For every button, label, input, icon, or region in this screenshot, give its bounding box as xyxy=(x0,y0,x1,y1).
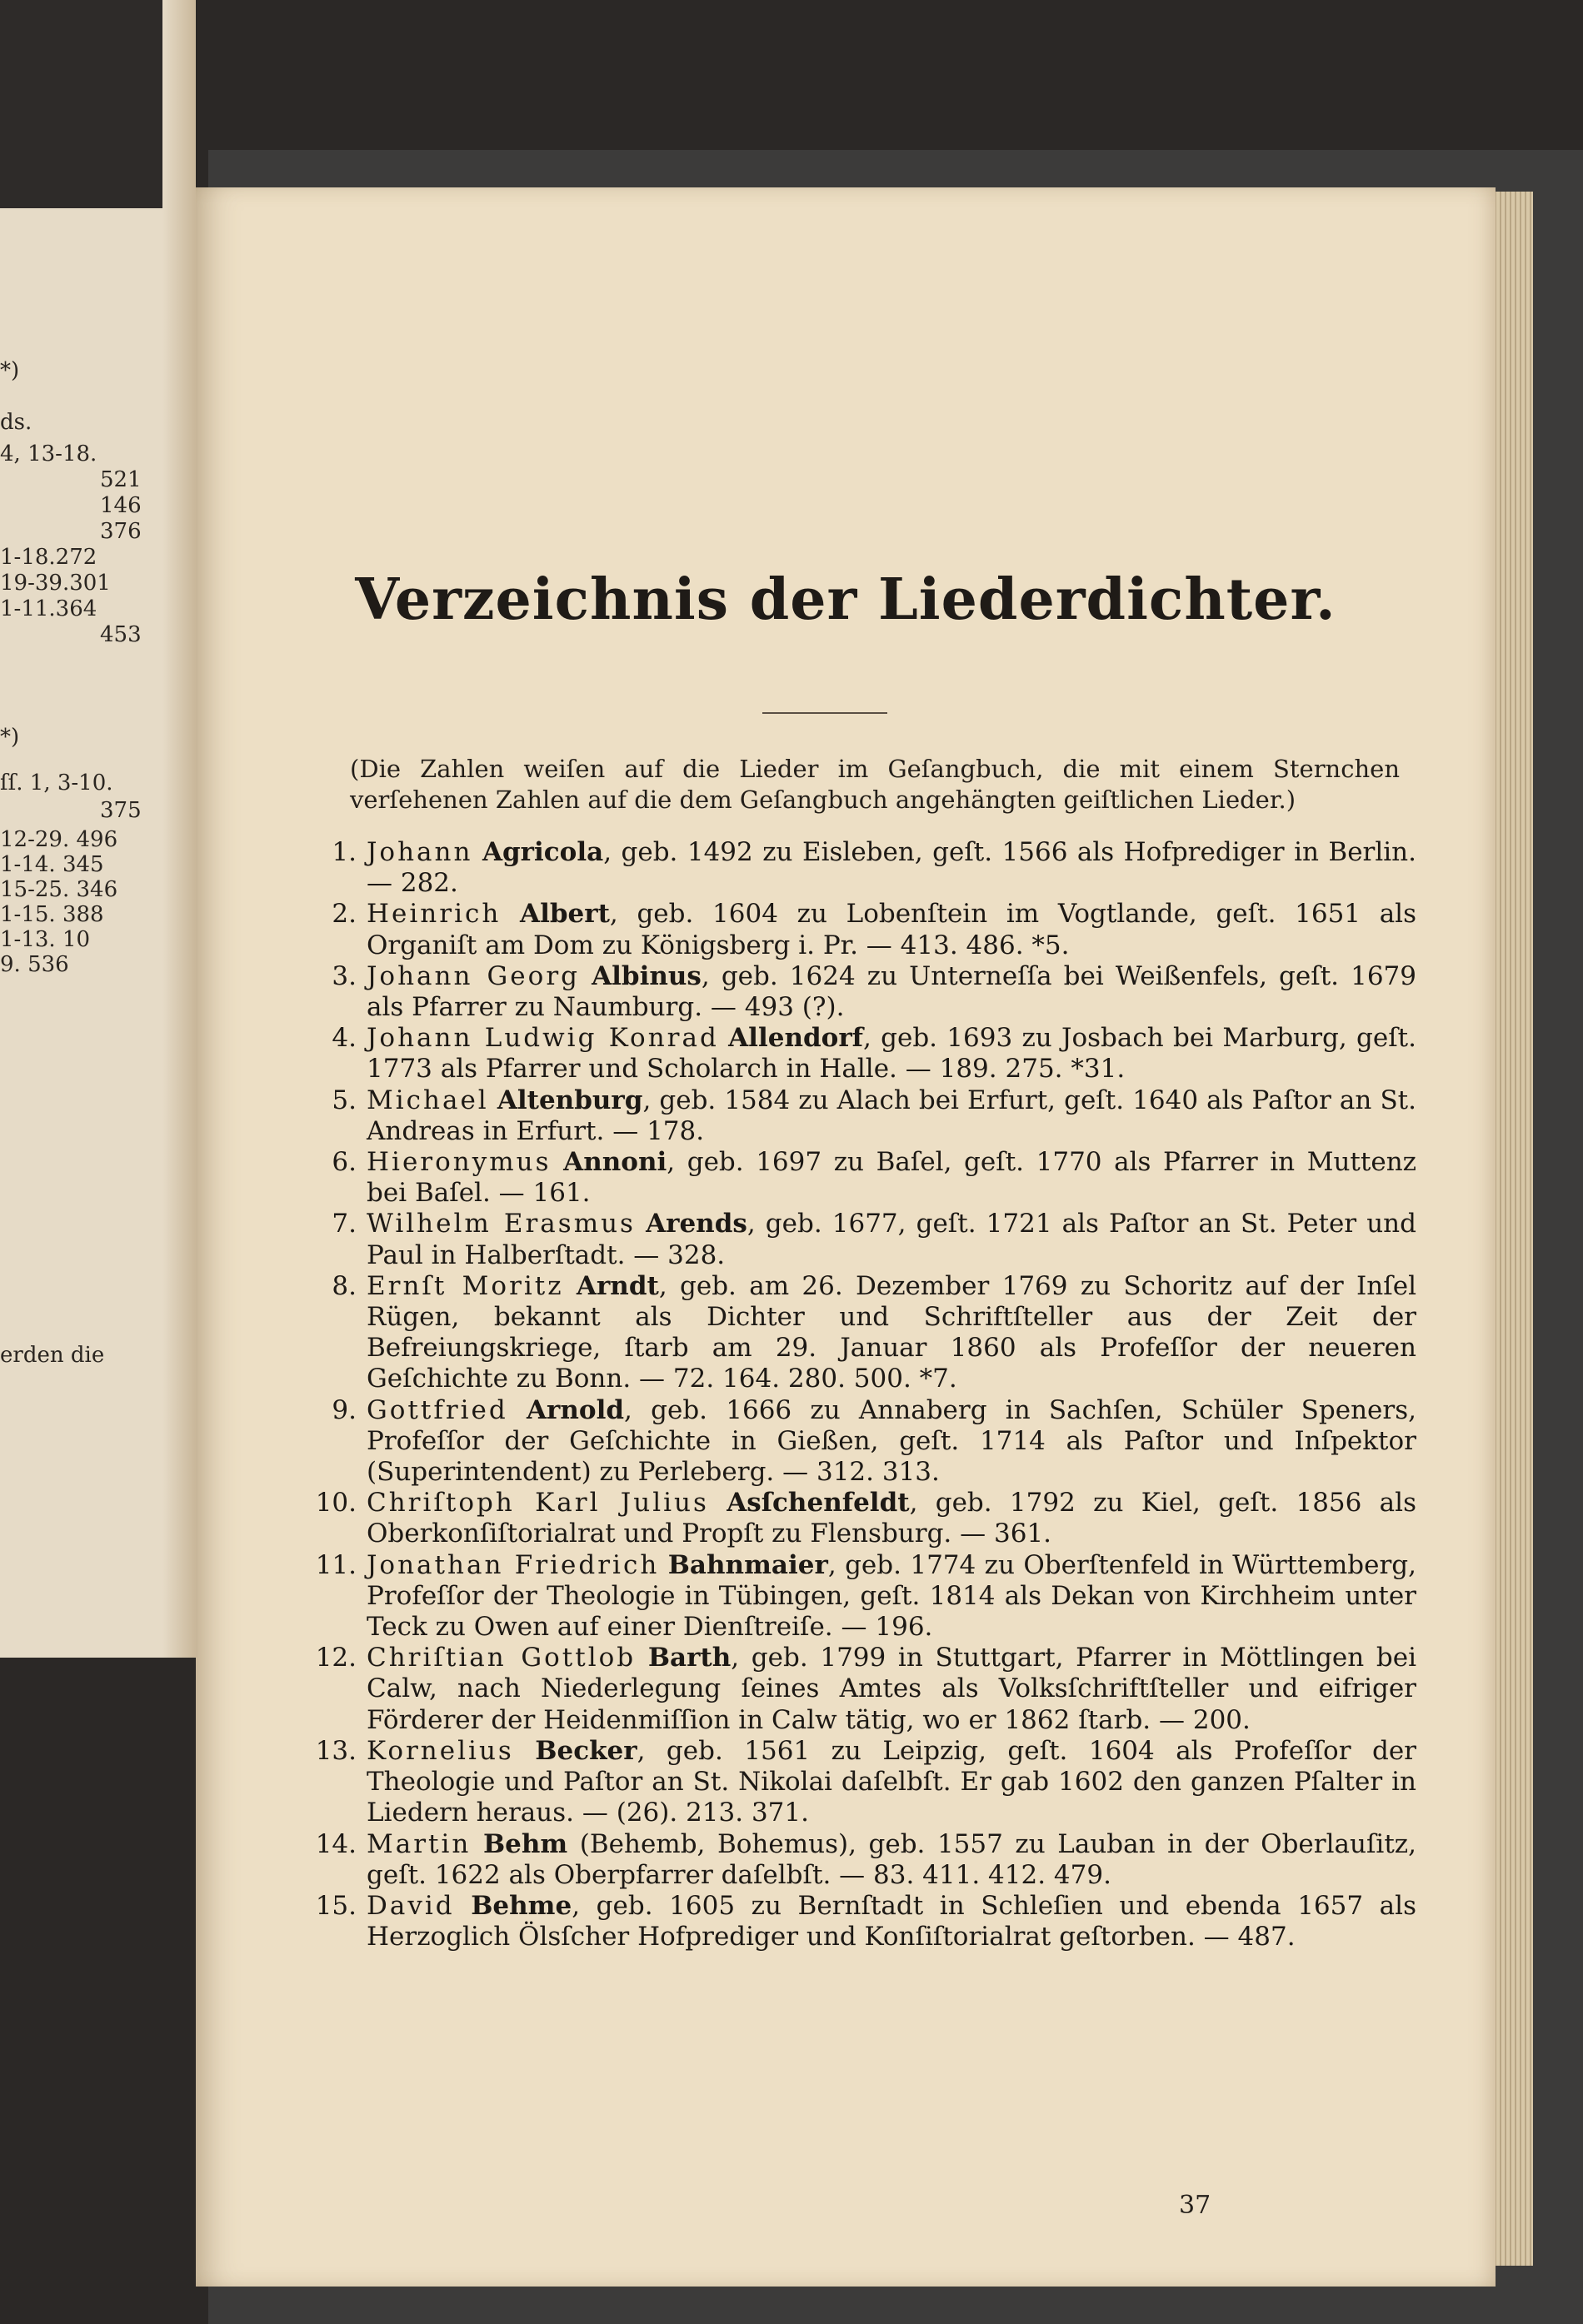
author-details: , geb. 1561 zu Leipzig, geſt. 1604 als Profeſſor der Theologie und Paſtor an St. Nikolai daſelbſt. Er gab 1602 den ganzen Pſalter in Liedern heraus. — (26). 213. 371. xyxy=(367,1735,1416,1828)
author-surname: Albert xyxy=(520,899,610,930)
left-page-line: 453 xyxy=(100,622,142,647)
entry-number: 6. xyxy=(332,1147,357,1178)
page-title: Verzeichnis der Liederdichter. xyxy=(355,566,1336,633)
author-details: , geb. 1693 zu Josbach bei Marburg, geſt. 1773 als Pfarrer und Scholarch in Halle. — 189. 275. *31. xyxy=(367,1023,1416,1085)
entry-number: 2. xyxy=(332,899,357,930)
left-page-line: 12-29. 496 xyxy=(0,827,118,852)
author-first-names: Johann Georg xyxy=(367,960,580,991)
author-first-names: Johann Ludwig Konrad xyxy=(367,1023,719,1054)
entry-number: 14. xyxy=(315,1828,357,1859)
author-surname: Albinus xyxy=(592,960,702,991)
author-surname: Altenburg xyxy=(497,1085,643,1115)
left-page-line: 9. 536 xyxy=(0,952,69,977)
author-surname: Barth xyxy=(647,1643,732,1673)
author-entry xyxy=(292,1209,1416,1270)
author-entry xyxy=(292,1147,1416,1209)
entry-number: 3. xyxy=(332,960,357,991)
author-first-names: Johann xyxy=(367,837,473,867)
author-details: , geb. 1792 zu Kiel, geſt. 1856 als Oberkonſiſtorialrat und Propſt zu Flensburg. — 361. xyxy=(367,1488,1416,1549)
author-surname: Arends xyxy=(646,1209,747,1239)
author-first-names: Wilhelm Erasmus xyxy=(367,1209,636,1239)
left-page-line: 1-18.272 xyxy=(0,545,97,570)
author-details: , geb. 1624 zu Unterneſſa bei Weißenfels, geſt. 1679 als Pfarrer zu Naumburg. — 493 (?). xyxy=(367,960,1416,1023)
author-entry xyxy=(292,1488,1416,1549)
author-first-names: David xyxy=(367,1890,455,1921)
author-entry xyxy=(292,1085,1416,1147)
left-page-line: ds. xyxy=(0,410,32,435)
title-divider xyxy=(762,712,887,714)
left-page-line: 376 xyxy=(100,519,142,544)
entry-number: 8. xyxy=(332,1270,357,1301)
author-surname: Bahnmaier xyxy=(667,1549,828,1580)
left-page-line: *) xyxy=(0,358,20,383)
author-details: (Behemb, Bohemus), geb. 1557 zu Lauban in der Oberlauſitz, geſt. 1622 als Oberpfarrer daſelbſt. — 83. 411. 412. 479. xyxy=(367,1828,1416,1890)
author-details: , geb. 1774 zu Oberſtenfeld in Württemberg, Profeſſor der Theologie in Tübingen, geſt. 1814 als Dekan von Kirchheim unter Teck zu Owen auf einer Dienſtreiſe. — 196. xyxy=(367,1549,1417,1643)
left-page-line: ſſ. 1, 3-10. xyxy=(0,771,113,795)
author-details: , geb. 1799 in Stuttgart, Pfarrer in Möttlingen bei Calw, nach Niederlegung ſeines Amtes als Volksſchriftſteller und eifriger Förderer der Heidenmiſſion in Calw tätig, wo er 1862 ſtarb. — 200. xyxy=(367,1643,1416,1735)
author-surname: Behme xyxy=(471,1890,572,1921)
author-details: , geb. am 26. Dezember 1769 zu Schoritz auf der Inſel Rügen, bekannt als Dichter und Schriftſteller aus der Zeit der Befreiungskriege, ſtarb am 29. Januar 1860 als Profeſſor der neueren Geſchichte zu Bonn. — 72. 164. 280. 500. *7. xyxy=(367,1270,1416,1394)
editorial-note: (Die Zahlen weiſen auf die Lieder im Geſangbuch, die mit einem Sternchen verſehenen Zahlen auf die dem Geſangbuch angehängten geiſtlichen Lieder.) xyxy=(350,755,1400,814)
author-first-names: Chriſtian Gottlob xyxy=(367,1643,637,1673)
author-entry xyxy=(292,961,1416,1023)
author-surname: Becker xyxy=(535,1735,637,1766)
author-first-names: Chriſtoph Karl Julius xyxy=(367,1488,709,1519)
author-first-names: Jonathan Friedrich xyxy=(367,1549,660,1580)
author-first-names: Martin xyxy=(367,1828,472,1859)
page-edges xyxy=(1491,192,1533,2266)
entry-number: 4. xyxy=(332,1023,357,1054)
author-entry xyxy=(292,1271,1416,1395)
author-entry xyxy=(292,1829,1416,1891)
right-page xyxy=(196,187,1496,2287)
author-list xyxy=(292,837,1416,1952)
author-details: , geb. 1604 zu Lobenſtein im Vogtlande, geſt. 1651 als Organiſt am Dom zu Königsberg i. Pr. — 413. 486. *5. xyxy=(367,899,1417,960)
left-page-line: 15-25. 346 xyxy=(0,877,118,902)
entry-number: 11. xyxy=(315,1549,357,1580)
author-first-names: Michael xyxy=(367,1085,489,1115)
entry-number: 15. xyxy=(315,1890,357,1921)
author-first-names: Kornelius xyxy=(367,1735,514,1766)
author-surname: Arndt xyxy=(576,1270,659,1301)
entry-number: 1. xyxy=(332,837,357,867)
author-entry xyxy=(292,1023,1416,1085)
left-page-line: 521 xyxy=(100,467,142,492)
author-first-names: Gottfried xyxy=(367,1394,508,1425)
author-details: , geb. 1666 zu Annaberg in Sachſen, Schüler Speners, Profeſſor der Geſchichte in Gießen, geſt. 1714 als Paſtor und Inſpektor (Superintendent) zu Perleberg. — 312. 313. xyxy=(367,1394,1416,1488)
author-first-names: Ernſt Moritz xyxy=(367,1270,564,1301)
left-page-line: 1-11.364 xyxy=(0,596,97,621)
left-page-line: erden die xyxy=(0,1343,105,1368)
entry-number: 9. xyxy=(332,1394,357,1425)
author-details: , geb. 1677, geſt. 1721 als Paſtor an St. Peter und Paul in Halberſtadt. — 328. xyxy=(367,1209,1416,1270)
author-entry xyxy=(292,1736,1416,1829)
author-first-names: Heinrich xyxy=(367,899,502,930)
left-page-line: 1-15. 388 xyxy=(0,902,104,927)
author-surname: Agricola xyxy=(482,837,604,867)
entry-number: 5. xyxy=(332,1085,357,1115)
author-first-names: Hieronymus xyxy=(367,1147,552,1178)
author-surname: Annoni xyxy=(563,1147,667,1178)
page-number: 37 xyxy=(1179,2191,1211,2220)
author-details: , geb. 1584 zu Alach bei Erfurt, geſt. 1640 als Paſtor an St. Andreas in Erfurt. — 178. xyxy=(367,1085,1416,1146)
left-page-line: 375 xyxy=(100,798,142,823)
left-gutter xyxy=(162,0,196,1658)
author-surname: Arnold xyxy=(526,1394,625,1425)
left-page-line: 1-14. 345 xyxy=(0,852,104,877)
entry-number: 7. xyxy=(332,1209,357,1239)
author-details: , geb. 1605 zu Bernſtadt in Schleſien und ebenda 1657 als Herzoglich Ölsſcher Hofprediger und Konſiſtorialrat geſtorben. — 487. xyxy=(367,1890,1416,1952)
entry-number: 12. xyxy=(315,1643,357,1673)
left-page-line: *) xyxy=(0,725,20,750)
author-entry xyxy=(292,1395,1416,1489)
author-details: , geb. 1697 zu Baſel, geſt. 1770 als Pfarrer in Muttenz bei Baſel. — 161. xyxy=(367,1147,1416,1209)
author-entry xyxy=(292,837,1416,899)
author-details: , geb. 1492 zu Eisleben, geſt. 1566 als Hofprediger in Berlin. — 282. xyxy=(367,837,1417,899)
entry-number: 10. xyxy=(315,1488,357,1519)
left-page-line: 19-39.301 xyxy=(0,571,111,596)
author-entry xyxy=(292,1550,1416,1643)
left-page-line: 1-13. 10 xyxy=(0,927,91,952)
author-surname: Asſchenfeldt xyxy=(727,1488,910,1519)
author-surname: Behm xyxy=(482,1828,568,1859)
author-entry xyxy=(292,899,1416,960)
author-entry xyxy=(292,1643,1416,1736)
left-page-line: 146 xyxy=(100,493,142,518)
left-page-fragment xyxy=(0,0,196,1658)
entry-number: 13. xyxy=(315,1735,357,1766)
left-page-line: 4, 13-18. xyxy=(0,441,97,466)
author-entry xyxy=(292,1891,1416,1952)
author-surname: Allendorf xyxy=(728,1023,863,1054)
